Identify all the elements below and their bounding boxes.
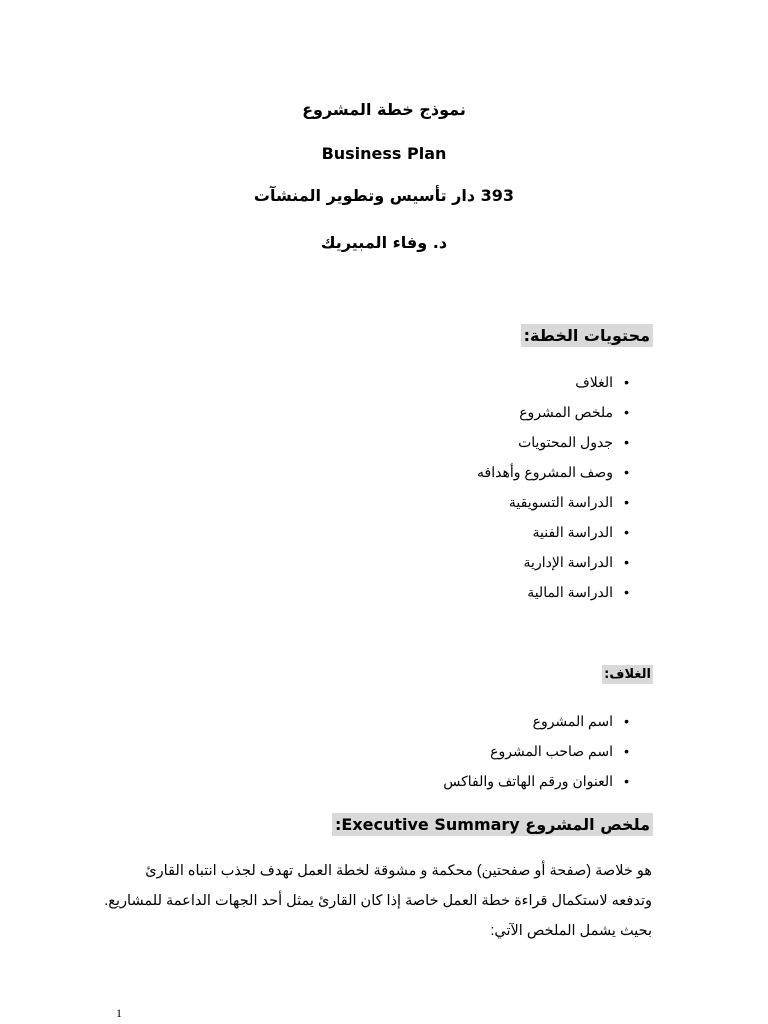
contents-heading: محتويات الخطة: xyxy=(521,324,653,347)
bullet-icon: • xyxy=(624,554,629,570)
cover-list xyxy=(0,706,768,796)
summary-paragraph xyxy=(104,856,652,946)
summary-line: وتدفعه لاستكمال قراءة خطة العمل خاصة إذا كان القارئ يمثل أحد الجهات الداعمة للمشاريع. xyxy=(104,893,652,909)
summary-line: هو خلاصة (صفحة أو صفحتين) محكمة و مشوقة لخطة العمل تهدف لجذب انتباه القارئ xyxy=(145,863,652,879)
list-item: • الدراسة الفنية xyxy=(0,517,768,547)
cover-heading: الغلاف: xyxy=(604,667,651,682)
bullet-icon: • xyxy=(624,464,629,480)
list-item: • الغلاف xyxy=(0,367,768,397)
bullet-icon: • xyxy=(624,524,629,540)
document-title-english: Business Plan xyxy=(321,144,447,163)
contents-list xyxy=(0,367,768,607)
bullet-icon: • xyxy=(624,374,629,390)
author-name: د. وفاء المبيريك xyxy=(320,233,448,252)
summary-heading: ملخص المشروع Executive Summary: xyxy=(332,813,653,836)
list-item: • جدول المحتويات xyxy=(0,427,768,457)
list-item: • اسم صاحب المشروع xyxy=(0,736,768,766)
document-title-arabic: نموذج خطة المشروع xyxy=(302,100,466,119)
list-item: • ملخص المشروع xyxy=(0,397,768,427)
bullet-icon: • xyxy=(624,584,629,600)
list-item: • العنوان ورقم الهاتف والفاكس xyxy=(0,766,768,796)
bullet-icon: • xyxy=(624,773,629,789)
bullet-icon: • xyxy=(624,404,629,420)
summary-line: بحيث يشمل الملخص الآتي: xyxy=(490,923,652,939)
bullet-icon: • xyxy=(624,743,629,759)
page-number: 1 xyxy=(116,1006,122,1020)
list-item: • الدراسة الإدارية xyxy=(0,547,768,577)
bullet-icon: • xyxy=(624,494,629,510)
course-name: 393 دار تأسيس وتطوير المنشآت xyxy=(253,186,515,205)
bullet-icon: • xyxy=(624,713,629,729)
list-item: • الدراسة المالية xyxy=(0,577,768,607)
list-item: • وصف المشروع وأهدافه xyxy=(0,457,768,487)
bullet-icon: • xyxy=(624,434,629,450)
list-item: • الدراسة التسويقية xyxy=(0,487,768,517)
list-item: • اسم المشروع xyxy=(0,706,768,736)
